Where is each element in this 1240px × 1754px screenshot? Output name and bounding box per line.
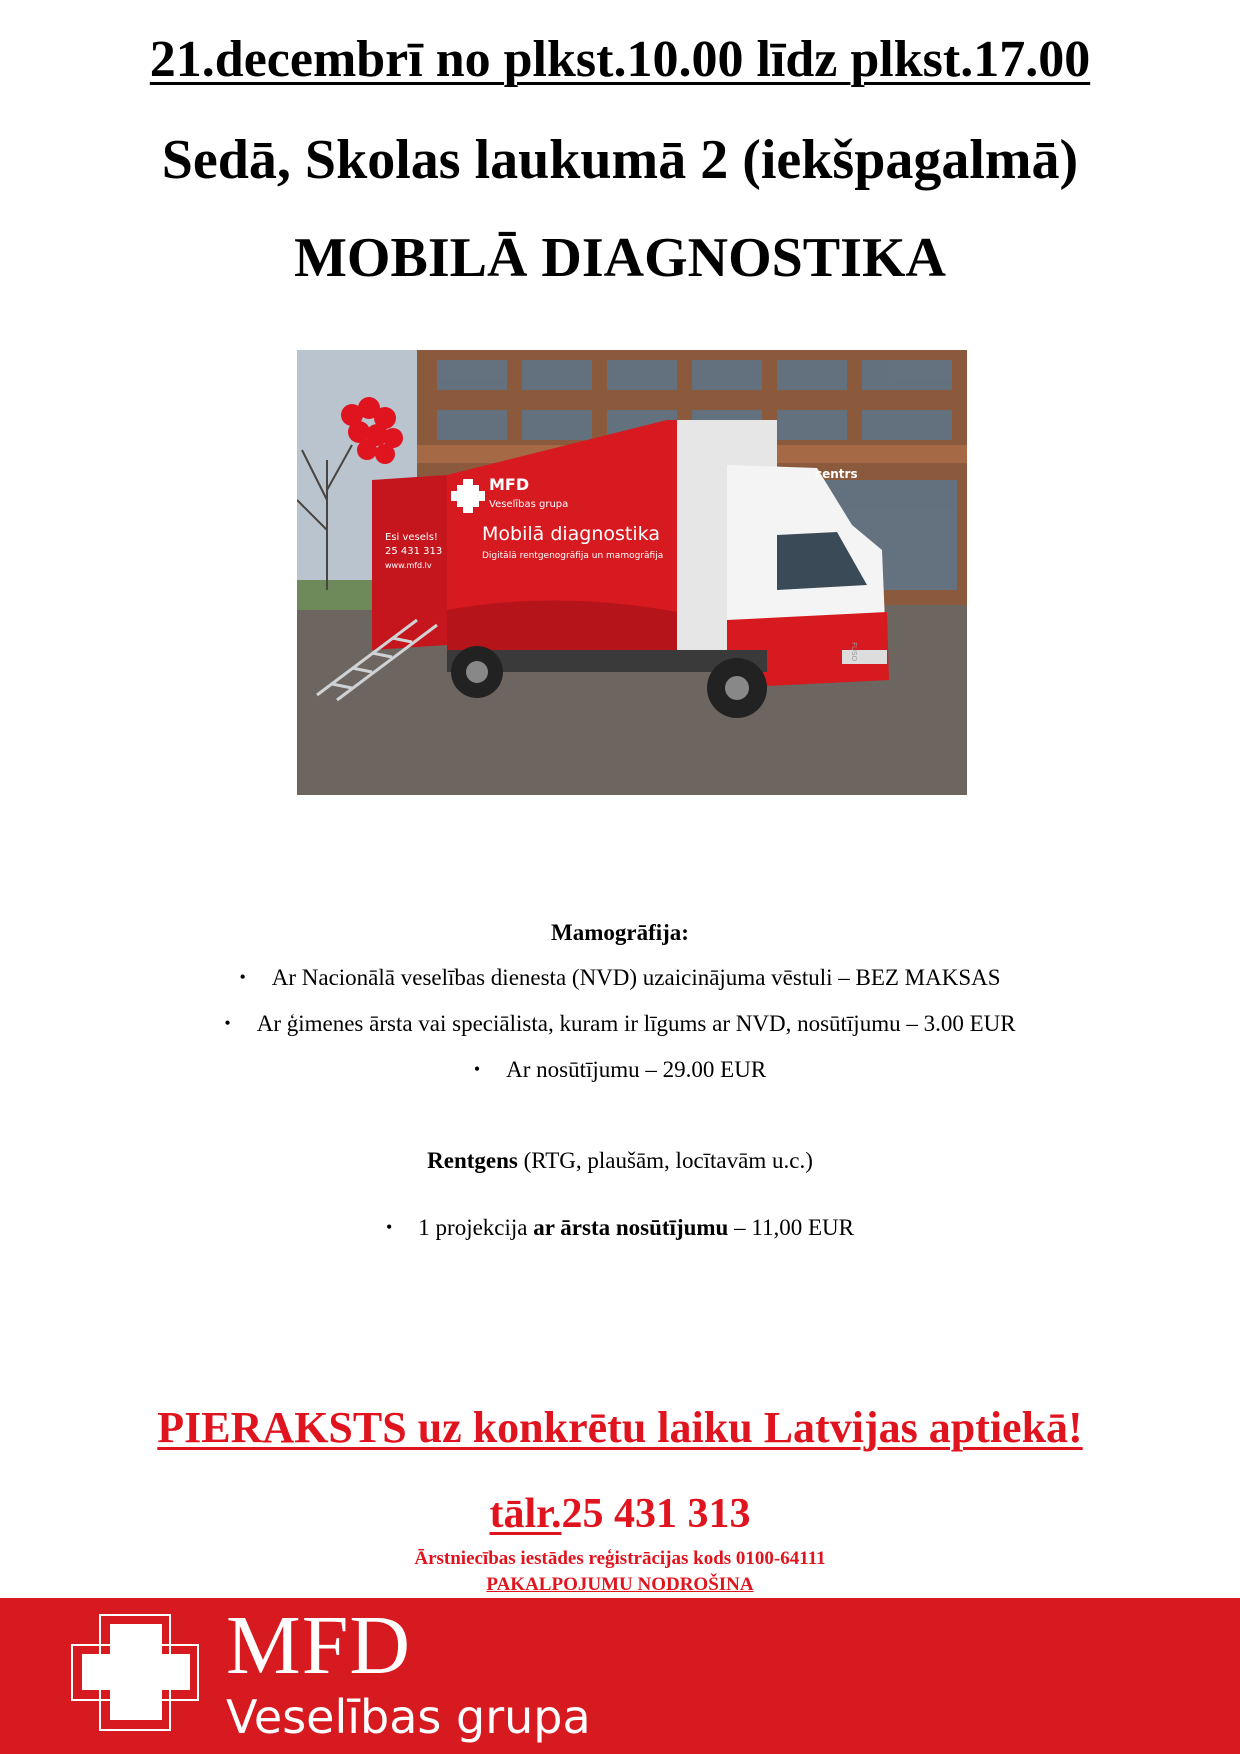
page-title: MOBILĀ DIAGNOSTIKA bbox=[294, 227, 946, 289]
truck-brand: MFD bbox=[489, 475, 530, 494]
list-item: • Ar nosūtījumu – 29.00 EUR bbox=[473, 1057, 767, 1082]
cross-logo-icon bbox=[70, 1610, 200, 1735]
booking-phone bbox=[0, 1490, 1240, 1538]
phone-number: 25 431 313 bbox=[561, 1491, 751, 1537]
mammography-item-nvd-invitation: Ar Nacionālā veselības dienesta (NVD) uzaicinājuma vēstuli – BEZ MAKSAS bbox=[271, 965, 1001, 990]
registration-code: Ārstniecības iestādes reģistrācijas kods 0100-64111 bbox=[414, 1548, 826, 1569]
building-sign: centrs bbox=[815, 467, 858, 481]
truck-subtitle: Digitālā rentgenogrāfija un mamogrāfija bbox=[482, 551, 664, 561]
door-phone: 25 431 313 bbox=[385, 546, 443, 557]
xray-heading bbox=[0, 1148, 1240, 1174]
list-item: • Ar Nacionālā veselības dienesta (NVD) uzaicinājuma vēstuli – BEZ MAKSAS bbox=[239, 965, 1001, 990]
xray-item-prefix: 1 projekcija bbox=[418, 1215, 534, 1240]
mammography-heading: Mamogrāfija: bbox=[551, 920, 689, 945]
phone-label: tālr. bbox=[489, 1491, 562, 1537]
event-location: Sedā, Skolas laukumā 2 (iekšpagalmā) bbox=[161, 129, 1079, 191]
footer-brand-sub: Veselības grupa bbox=[226, 1690, 591, 1744]
door-web: www.mfd.lv bbox=[385, 561, 432, 570]
event-date-time: 21.decembrī no plkst.10.00 līdz plkst.17.00 bbox=[149, 31, 1091, 88]
list-item: • 1 projekcija ar ārsta nosūtījumu – 11,00 EUR bbox=[385, 1215, 855, 1240]
xray-item-suffix: – 11,00 EUR bbox=[728, 1215, 855, 1240]
truck-brand-sub: Veselības grupa bbox=[489, 499, 569, 510]
footer-brand: MFD bbox=[226, 1599, 412, 1692]
truck-title: Mobilā diagnostika bbox=[482, 523, 660, 545]
booking-headline: PIERAKSTS uz konkrētu laiku Latvijas aptiekā! bbox=[157, 1403, 1083, 1452]
mammography-item-referral: Ar nosūtījumu – 29.00 EUR bbox=[506, 1057, 767, 1082]
mammography-item-gp-referral: Ar ģimenes ārsta vai speciālista, kuram ir līgums ar NVD, nosūtījumu – 3.00 EUR bbox=[256, 1011, 1016, 1036]
mobile-diagnostics-truck-photo bbox=[297, 350, 967, 795]
footer-banner bbox=[0, 1598, 1240, 1754]
xray-heading-rest: (RTG, plaušām, locītavām u.c.) bbox=[517, 1148, 813, 1173]
xray-heading-bold: Rentgens bbox=[427, 1148, 518, 1173]
list-item: • Ar ģimenes ārsta vai speciālista, kuram ir līgums ar NVD, nosūtījumu – 3.00 EUR bbox=[224, 1011, 1016, 1036]
service-provider-label: PAKALPOJUMU NODROŠINA bbox=[486, 1574, 754, 1595]
door-slogan: Esi vesels! bbox=[385, 532, 438, 543]
cab-brand: FUSO bbox=[850, 642, 858, 662]
xray-item-bold: ar ārsta nosūtījumu bbox=[533, 1215, 729, 1240]
